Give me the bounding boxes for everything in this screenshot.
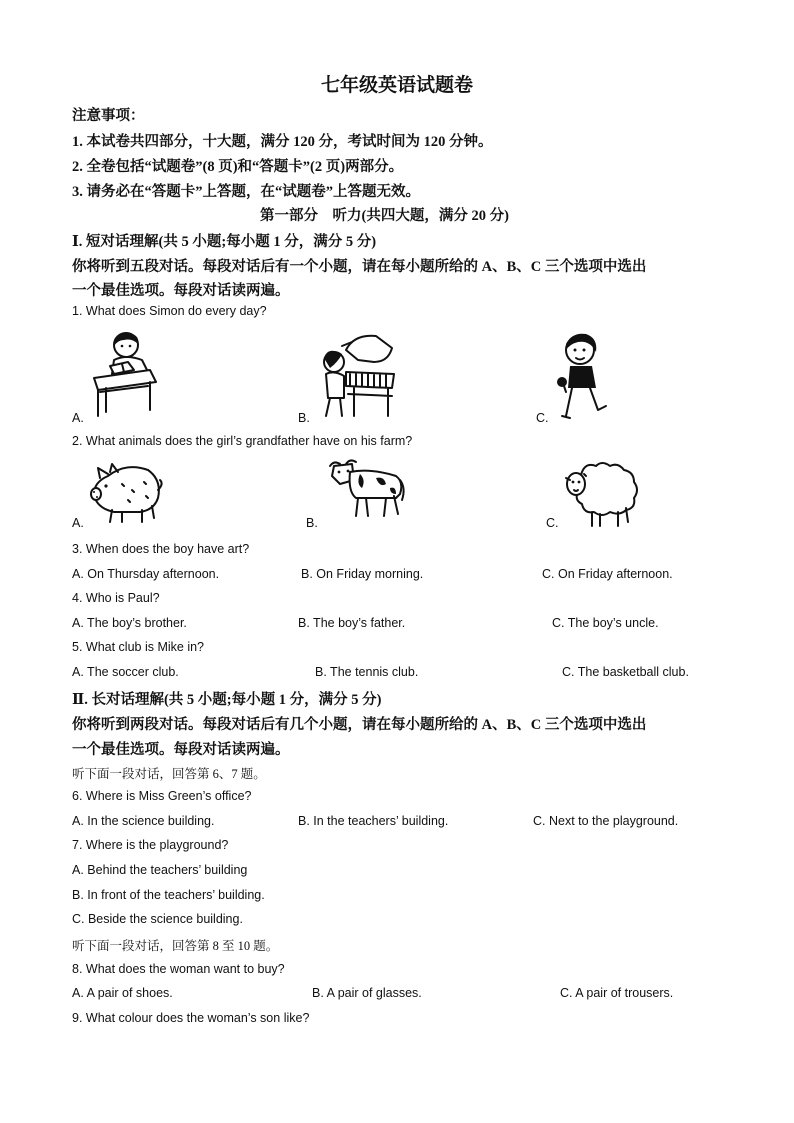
q2-option-b-label: B.	[306, 516, 318, 530]
page-title: 七年级英语试题卷	[320, 75, 473, 96]
question-2: 2. What animals does the girl’s grandfather have on his farm?	[72, 434, 413, 448]
question-5: 5. What club is Mike in?	[72, 640, 204, 654]
note-item-2: 2. 全卷包括“试题卷”(8 页)和“答题卡”(2 页)两部分。	[72, 159, 404, 175]
q6-option-b: B. In the teachers’ building.	[298, 814, 449, 828]
note-item-1: 1. 本试卷共四部分，十大题，满分 120 分，考试时间为 120 分钟。	[72, 134, 493, 150]
question-9: 9. What colour does the woman’s son like?	[72, 1011, 310, 1025]
q5-option-b: B. The tennis club.	[315, 665, 419, 679]
question-3: 3. When does the boy have art?	[72, 542, 250, 556]
q2-option-c-label: C.	[546, 516, 559, 530]
listen-instruction-1: 听下面一段对话，回答第 6、7 题。	[72, 767, 266, 781]
cow-icon	[326, 458, 406, 520]
q4-option-b: B. The boy’s father.	[298, 616, 406, 630]
sheep-icon	[562, 458, 640, 528]
q7-option-b: B. In front of the teachers’ building.	[72, 888, 265, 902]
question-4: 4. Who is Paul?	[72, 591, 160, 605]
q5-option-a: A. The soccer club.	[72, 665, 179, 679]
q7-option-c: C. Beside the science building.	[72, 912, 243, 926]
section1-instructions-line2: 一个最佳选项。每段对话读两遍。	[72, 283, 290, 299]
question-8: 8. What does the woman want to buy?	[72, 962, 285, 976]
question-1: 1. What does Simon do every day?	[72, 304, 267, 318]
question-6: 6. Where is Miss Green’s office?	[72, 789, 252, 803]
section2-heading: Ⅱ. 长对话理解(共 5 小题;每小题 1 分，满分 5 分)	[72, 692, 382, 708]
section2-instructions-line1: 你将听到两段对话。每段对话后有几个小题，请在每小题所给的 A、B、C 三个选项中选出	[72, 717, 647, 733]
section1-heading: Ⅰ. 短对话理解(共 5 小题;每小题 1 分，满分 5 分)	[72, 234, 377, 250]
q3-option-a: A. On Thursday afternoon.	[72, 567, 220, 581]
girl-playing-piano-icon	[318, 332, 398, 422]
notes-heading: 注意事项：	[72, 108, 145, 124]
question-7: 7. Where is the playground?	[72, 838, 229, 852]
q6-option-c: C. Next to the playground.	[533, 814, 679, 828]
q1-option-a-label: A.	[72, 411, 84, 425]
q3-option-c: C. On Friday afternoon.	[542, 567, 673, 581]
q8-option-c: C. A pair of trousers.	[560, 986, 674, 1000]
q7-option-a: A. Behind the teachers’ building	[72, 863, 248, 877]
q5-option-c: C. The basketball club.	[562, 665, 689, 679]
q4-option-c: C. The boy’s uncle.	[552, 616, 659, 630]
q8-option-a: A. A pair of shoes.	[72, 986, 173, 1000]
boy-playing-ping-pong-icon	[552, 330, 612, 422]
q1-option-b-label: B.	[298, 411, 310, 425]
q3-option-b: B. On Friday morning.	[301, 567, 424, 581]
listen-instruction-2: 听下面一段对话，回答第 8 至 10 题。	[72, 939, 279, 953]
part1-title: 第一部分 听力(共四大题，满分 20 分)	[260, 208, 509, 224]
pig-icon	[88, 460, 164, 524]
note-item-3: 3. 请务必在“答题卡”上答题，在“试题卷”上答题无效。	[72, 184, 420, 200]
section1-instructions-line1: 你将听到五段对话。每段对话后有一个小题，请在每小题所给的 A、B、C 三个选项中选出	[72, 259, 647, 275]
q2-option-a-label: A.	[72, 516, 84, 530]
q4-option-a: A. The boy’s brother.	[72, 616, 187, 630]
q6-option-a: A. In the science building.	[72, 814, 215, 828]
q1-option-c-label: C.	[536, 411, 549, 425]
section2-instructions-line2: 一个最佳选项。每段对话读两遍。	[72, 742, 290, 758]
boy-reading-at-desk-icon	[88, 330, 160, 420]
q8-option-b: B. A pair of glasses.	[312, 986, 422, 1000]
